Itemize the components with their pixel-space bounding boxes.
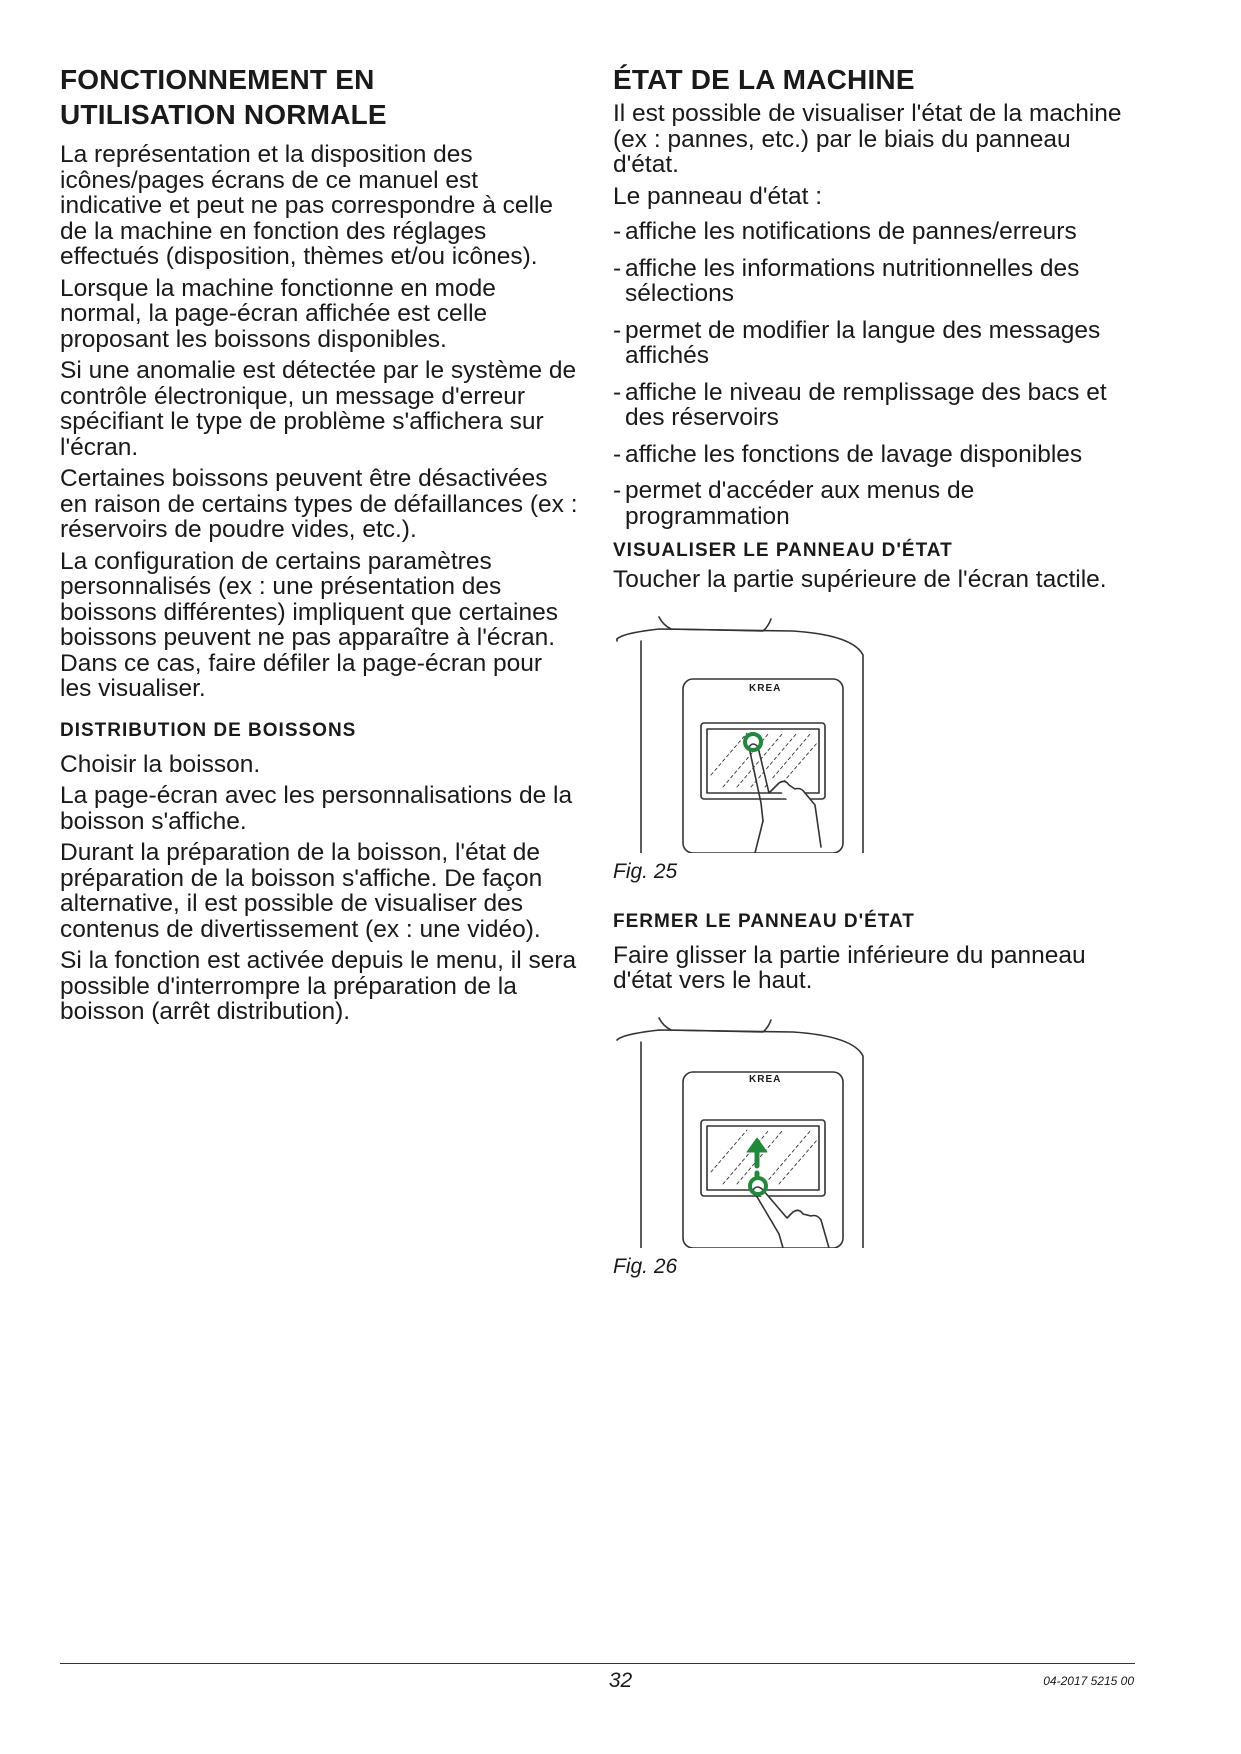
- paragraph: Si la fonction est activée depuis le menu, il sera possible d'interrompre la préparation de la boisson (arrêt distribution).: [60, 947, 577, 1025]
- section-title-normal-operation: [60, 62, 580, 132]
- right-column: [613, 62, 1143, 1280]
- paragraph: Toucher la partie supérieure de l'écran tactile.: [613, 566, 1107, 593]
- page-number: 32: [608, 1669, 633, 1692]
- paragraph: Certaines boissons peuvent être désactivées en raison de certains types de défaillances (ex : réservoirs de poudre vides, etc.).: [60, 465, 578, 543]
- paragraph: Si une anomalie est détectée par le système de contrôle électronique, un message d'erreur spécifiant le type de problème s'affichera sur l'écran.: [60, 357, 577, 461]
- figure-25: [613, 607, 1143, 885]
- list-intro: Le panneau d'état :: [613, 182, 823, 210]
- paragraph: La configuration de certains paramètres personnalisés (ex : une présentation des boissons différentes) impliquent que certaines boissons peuvent ne pas apparaître à l'écran. Dans ce cas, faire défiler la page-écran pour les visualiser.: [60, 547, 559, 702]
- subheading-close-panel: FERMER LE PANNEAU D'ÉTAT: [613, 910, 915, 932]
- machine-swipe-up-illustration: [613, 1008, 893, 1248]
- paragraph: La représentation et la disposition des icônes/pages écrans de ce manuel est indicative et peut ne pas correspondre à celle de la machine en fonction des réglages effectués (disposition, thèmes et/ou icônes).: [60, 141, 554, 270]
- machine-touch-top-illustration: [613, 607, 893, 853]
- paragraph: Choisir la boisson.: [60, 750, 261, 778]
- footer-divider: [60, 1663, 1135, 1664]
- figure-caption: Fig. 25: [613, 859, 678, 883]
- subheading-view-panel: VISUALISER LE PANNEAU D'ÉTAT: [613, 540, 953, 561]
- figure-brand-label: KREA: [749, 682, 782, 694]
- section-title-machine-state: ÉTAT DE LA MACHINE: [613, 64, 915, 95]
- left-column: [60, 62, 580, 1031]
- list-item: - affiche le niveau de remplissage des bacs et des réservoirs: [613, 380, 1143, 431]
- subheading-distribution: DISTRIBUTION DE BOISSONS: [60, 719, 357, 741]
- status-panel-feature-list: [613, 219, 1143, 529]
- figure-caption: Fig. 26: [613, 1254, 678, 1278]
- paragraph: Durant la préparation de la boisson, l'état de préparation de la boisson s'affiche. De façon alternative, il est possible de visualiser des contenus de divertissement (ex : une vidéo).: [60, 839, 543, 943]
- paragraph: Lorsque la machine fonctionne en mode normal, la page-écran affichée est celle proposant les boissons disponibles.: [60, 274, 496, 353]
- document-reference: 04-2017 5215 00: [1043, 1674, 1134, 1688]
- list-item: - permet de modifier la langue des messages affichés: [613, 318, 1143, 369]
- figure-26: [613, 1008, 1143, 1280]
- title-line-1: FONCTIONNEMENT EN: [60, 64, 375, 95]
- list-item: - affiche les informations nutritionnelles des sélections: [613, 256, 1143, 307]
- figure-brand-label: KREA: [749, 1073, 782, 1085]
- paragraph: Faire glisser la partie inférieure du panneau d'état vers le haut.: [613, 941, 1086, 994]
- paragraph: Il est possible de visualiser l'état de la machine (ex : pannes, etc.) par le biais du panneau d'état.: [613, 100, 1122, 178]
- list-item: - affiche les notifications de pannes/erreurs: [613, 219, 1143, 245]
- list-item: - permet d'accéder aux menus de programmation: [613, 478, 1143, 529]
- title-line-2: UTILISATION NORMALE: [60, 99, 387, 130]
- list-item: - affiche les fonctions de lavage disponibles: [613, 442, 1143, 468]
- paragraph: La page-écran avec les personnalisations de la boisson s'affiche.: [60, 782, 573, 835]
